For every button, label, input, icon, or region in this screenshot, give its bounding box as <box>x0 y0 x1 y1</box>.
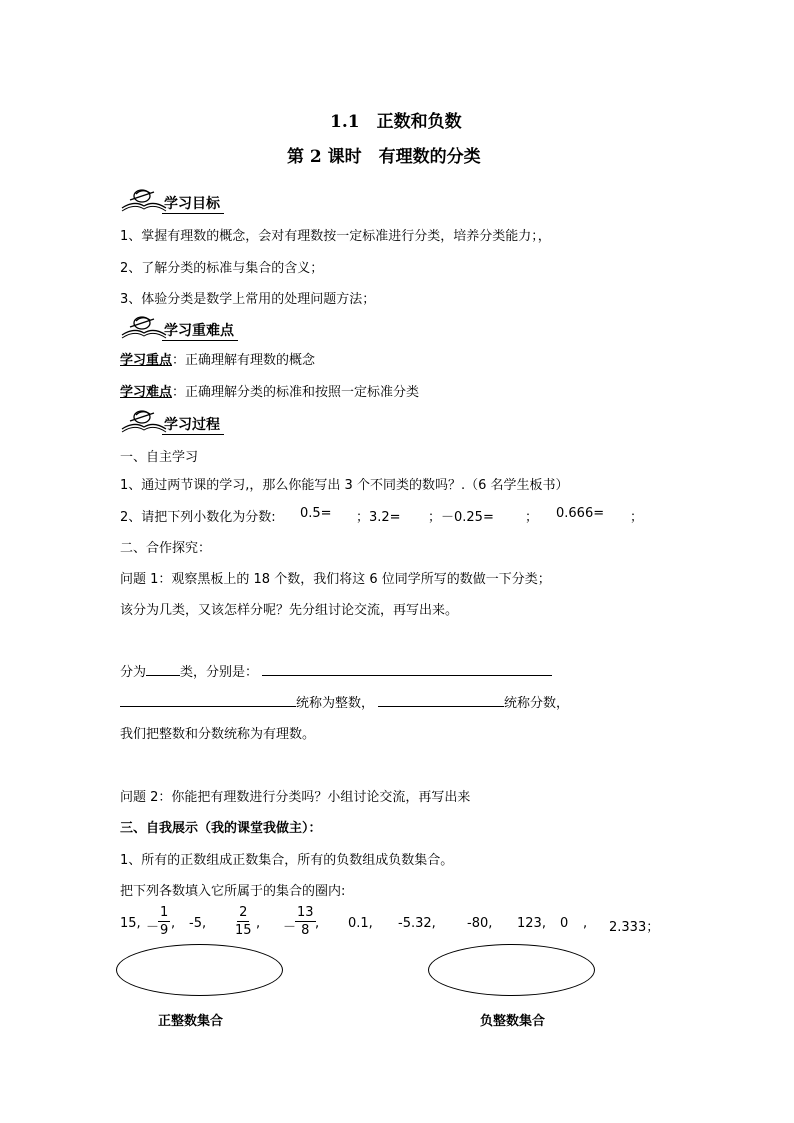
set-label-positive-integers: 正整数集合 <box>158 1014 224 1029</box>
goal-item: 3、体验分类是数学上常用的处理问题方法； <box>120 292 376 307</box>
q2-item: ； <box>630 510 644 525</box>
part2-title: 二、合作探究： <box>120 541 212 556</box>
part1-title: 一、自主学习 <box>120 450 199 465</box>
set-line-2: 把下列各数填入它所属于的集合的圈内: <box>120 884 346 899</box>
fraction-numerator: 2 <box>239 905 248 920</box>
fraction-3 <box>293 904 318 939</box>
problem-2: 问题 2：你能把有理数进行分类吗？小组讨论交流，再写出来 <box>120 790 471 805</box>
question-1: 1、通过两节课的学习,，那么你能写出 3 个不同类的数吗？.（6 名学生板书） <box>120 478 569 493</box>
negative-integer-set-circle[interactable] <box>428 944 595 996</box>
fill-text: 统称为整数， <box>296 696 375 711</box>
number-item: , <box>171 916 176 931</box>
number-item: 0 <box>560 916 569 931</box>
number-item: 0.1, <box>348 916 373 931</box>
number-item: 15, <box>120 916 141 931</box>
hard-point-label: 学习难点 <box>120 385 173 400</box>
section-header-process <box>120 407 224 435</box>
number-item: 123, <box>517 916 546 931</box>
problem-1-line2: 该分为几类，又该怎样分呢？先分组讨论交流，再写出来。 <box>120 603 459 618</box>
section-label-goals: 学习目标 <box>162 195 224 214</box>
fraction-denominator: 8 <box>301 923 310 938</box>
question-2-lead: 2、请把下列小数化为分数: <box>120 510 276 525</box>
fill-line-1 <box>120 661 552 680</box>
number-item: -5.32, <box>398 916 436 931</box>
goal-item: 2、了解分类的标准与集合的含义； <box>120 261 324 276</box>
q2-item: ；3.2= <box>356 510 401 525</box>
hard-point-text: ：正确理解分类的标准和按照一定标准分类 <box>172 385 420 400</box>
fraction-denominator: 9 <box>160 923 169 938</box>
fill-line-2 <box>120 692 569 711</box>
number-item: -5, <box>189 916 207 931</box>
number-item: 2.333； <box>609 920 660 935</box>
q2-item: ；－0.25= <box>428 510 494 525</box>
q2-item: 0.666= <box>556 506 605 521</box>
q2-item: 0.5= <box>300 506 332 521</box>
fraction-numerator: 13 <box>297 905 314 920</box>
page-title: 1.1 正数和负数 <box>330 112 462 132</box>
number-item: , <box>256 916 261 931</box>
number-item: -80, <box>467 916 493 931</box>
number-item: － <box>283 920 297 935</box>
q2-item: ； <box>525 510 539 525</box>
answer-blank[interactable] <box>120 692 296 707</box>
number-item: , <box>315 916 320 931</box>
fraction-numerator: 1 <box>160 905 169 920</box>
fraction-1 <box>156 904 172 939</box>
number-item: , <box>583 916 588 931</box>
section-header-goals <box>120 186 224 214</box>
fill-line-3: 我们把整数和分数统称为有理数。 <box>120 727 316 742</box>
number-item: － <box>146 920 160 935</box>
set-label-negative-integers: 负整数集合 <box>480 1014 546 1029</box>
section-label-process: 学习过程 <box>162 416 224 435</box>
hard-point-line <box>120 381 419 400</box>
goal-item: 1、掌握有理数的概念，会对有理数按一定标准进行分类，培养分类能力；， <box>120 229 551 244</box>
positive-integer-set-circle[interactable] <box>116 944 283 996</box>
page-subtitle: 第 2 课时 有理数的分类 <box>287 147 481 167</box>
key-point-label: 学习重点 <box>120 353 173 368</box>
part3-title: 三、自我展示（我的课堂我做主）： <box>120 821 322 836</box>
fraction-2 <box>233 904 254 939</box>
section-header-difficulty <box>120 313 238 341</box>
fraction-denominator: 15 <box>235 923 252 938</box>
answer-blank[interactable] <box>262 661 552 676</box>
fill-text: 类，分别是： <box>180 665 259 680</box>
answer-blank[interactable] <box>146 661 180 676</box>
answer-blank[interactable] <box>378 692 504 707</box>
set-line-1: 1、所有的正数组成正数集合，所有的负数组成负数集合。 <box>120 853 454 868</box>
question-2 <box>120 506 276 525</box>
key-point-line <box>120 349 315 368</box>
problem-1-line1: 问题 1：观察黑板上的 18 个数，我们将这 6 位同学所写的数做一下分类； <box>120 572 551 587</box>
key-point-text: ：正确理解有理数的概念 <box>172 353 316 368</box>
section-label-difficulty: 学习重难点 <box>162 322 238 341</box>
fill-text: 分为 <box>120 665 147 680</box>
fill-text: 统称分数， <box>504 696 570 711</box>
